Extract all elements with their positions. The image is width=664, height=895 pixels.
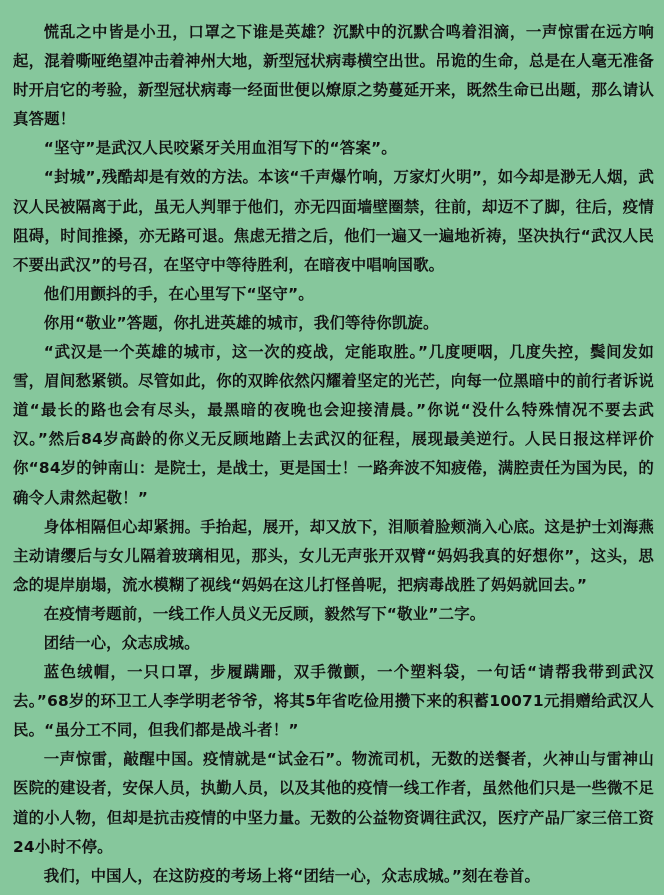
paragraph: “封城”,残酷却是有效的方法。本该“千声爆竹响，万家灯火明”，如今却是渺无人烟，武汉人民被隔离于此，虽无人判罪于他们，亦无四面墙壁圈禁，往前，却迈不了脚，往后，疫情阻碍，时间推搡，亦无路可退。焦虑无措之后，他们一遍又一遍地祈祷，坚决执行“武汉人民不要出武汉”的号召，在坚守中等待胜利，在暗夜中唱响国歌。 [13,168,654,274]
paragraph: “坚守”是武汉人民咬紧牙关用血泪写下的“答案”。 [43,139,397,158]
paragraph: “武汉是一个英雄的城市，这一次的疫战，定能取胜。”几度哽咽，几度失控，鬓间发如雪，眉间愁紧锁。尽管如此，你的双眸依然闪耀着坚定的光芒，向每一位黑暗中的前行者诉说道“最长的路也会有尽头，最黑暗的夜晚也会迎接清晨。”你说“没什么特殊情况不要去武汉。”然后84岁高龄的你义无反顾地踏上去武汉的征程，展现最美逆行。人民日报这样评价你“84岁的钟南山：是院士，是战士，更是国士！一路奔波不知疲倦，满腔责任为国为民，的确令人肃然起敬！” [13,343,654,507]
paragraph: 我们，中国人，在这防疫的考场上将“团结一心，众志成城。”刻在卷首。 [43,866,541,885]
paragraph: 一声惊雷，敲醒中国。疫情就是“试金石”。物流司机，无数的送餐者，火神山与雷神山医院的建设者，安保人员，执勤人员，以及其他的疫情一线工作者，虽然他们只是一些微不足道的小人物，但却是抗击疫情的中坚力量。无数的公益物资调往武汉，医疗产品厂家三倍工资24小时不停。 [13,750,654,856]
paragraph: 慌乱之中皆是小丑，口罩之下谁是英雄？沉默中的沉默合鸣着泪滴，一声惊雷在远方响起，混着嘶哑绝望冲击着神州大地，新型冠状病毒横空出世。吊诡的生命，总是在人毫无准备时开启它的考验，新型冠状病毒一经面世便以燎原之势蔓延开来，既然生命已出题，那么请认真答题！ [13,23,654,129]
paragraph: 团结一心，众志成城。 [43,633,200,652]
essay-document [13,18,654,891]
paragraph: 你用“敬业”答题，你扎进英雄的城市，我们等待你凯旋。 [43,313,439,332]
paragraph: 他们用颤抖的手，在心里写下“坚守”。 [43,284,314,303]
paragraph: 在疫情考题前，一线工作人员义无反顾，毅然写下“敬业”二字。 [43,604,486,623]
paragraph: 身体相隔但心却紧拥。手抬起，展开，却又放下，泪顺着脸颊淌入心底。这是护士刘海燕主动请缨后与女儿隔着玻璃相见，那头，女儿无声张开双臂“妈妈我真的好想你”，这头，思念的堤岸崩塌，流水模糊了视线“妈妈在这儿打怪兽呢，把病毒战胜了妈妈就回去。” [13,517,654,594]
paragraph: 蓝色绒帽，一只口罩，步履蹒跚，双手微颤，一个塑料袋，一句话“请帮我带到武汉去。”68岁的环卫工人李学明老爷爷，将其5年省吃俭用攒下来的积蓄10071元捐赠给武汉人民。“虽分工不同，但我们都是战斗者！” [13,663,654,740]
